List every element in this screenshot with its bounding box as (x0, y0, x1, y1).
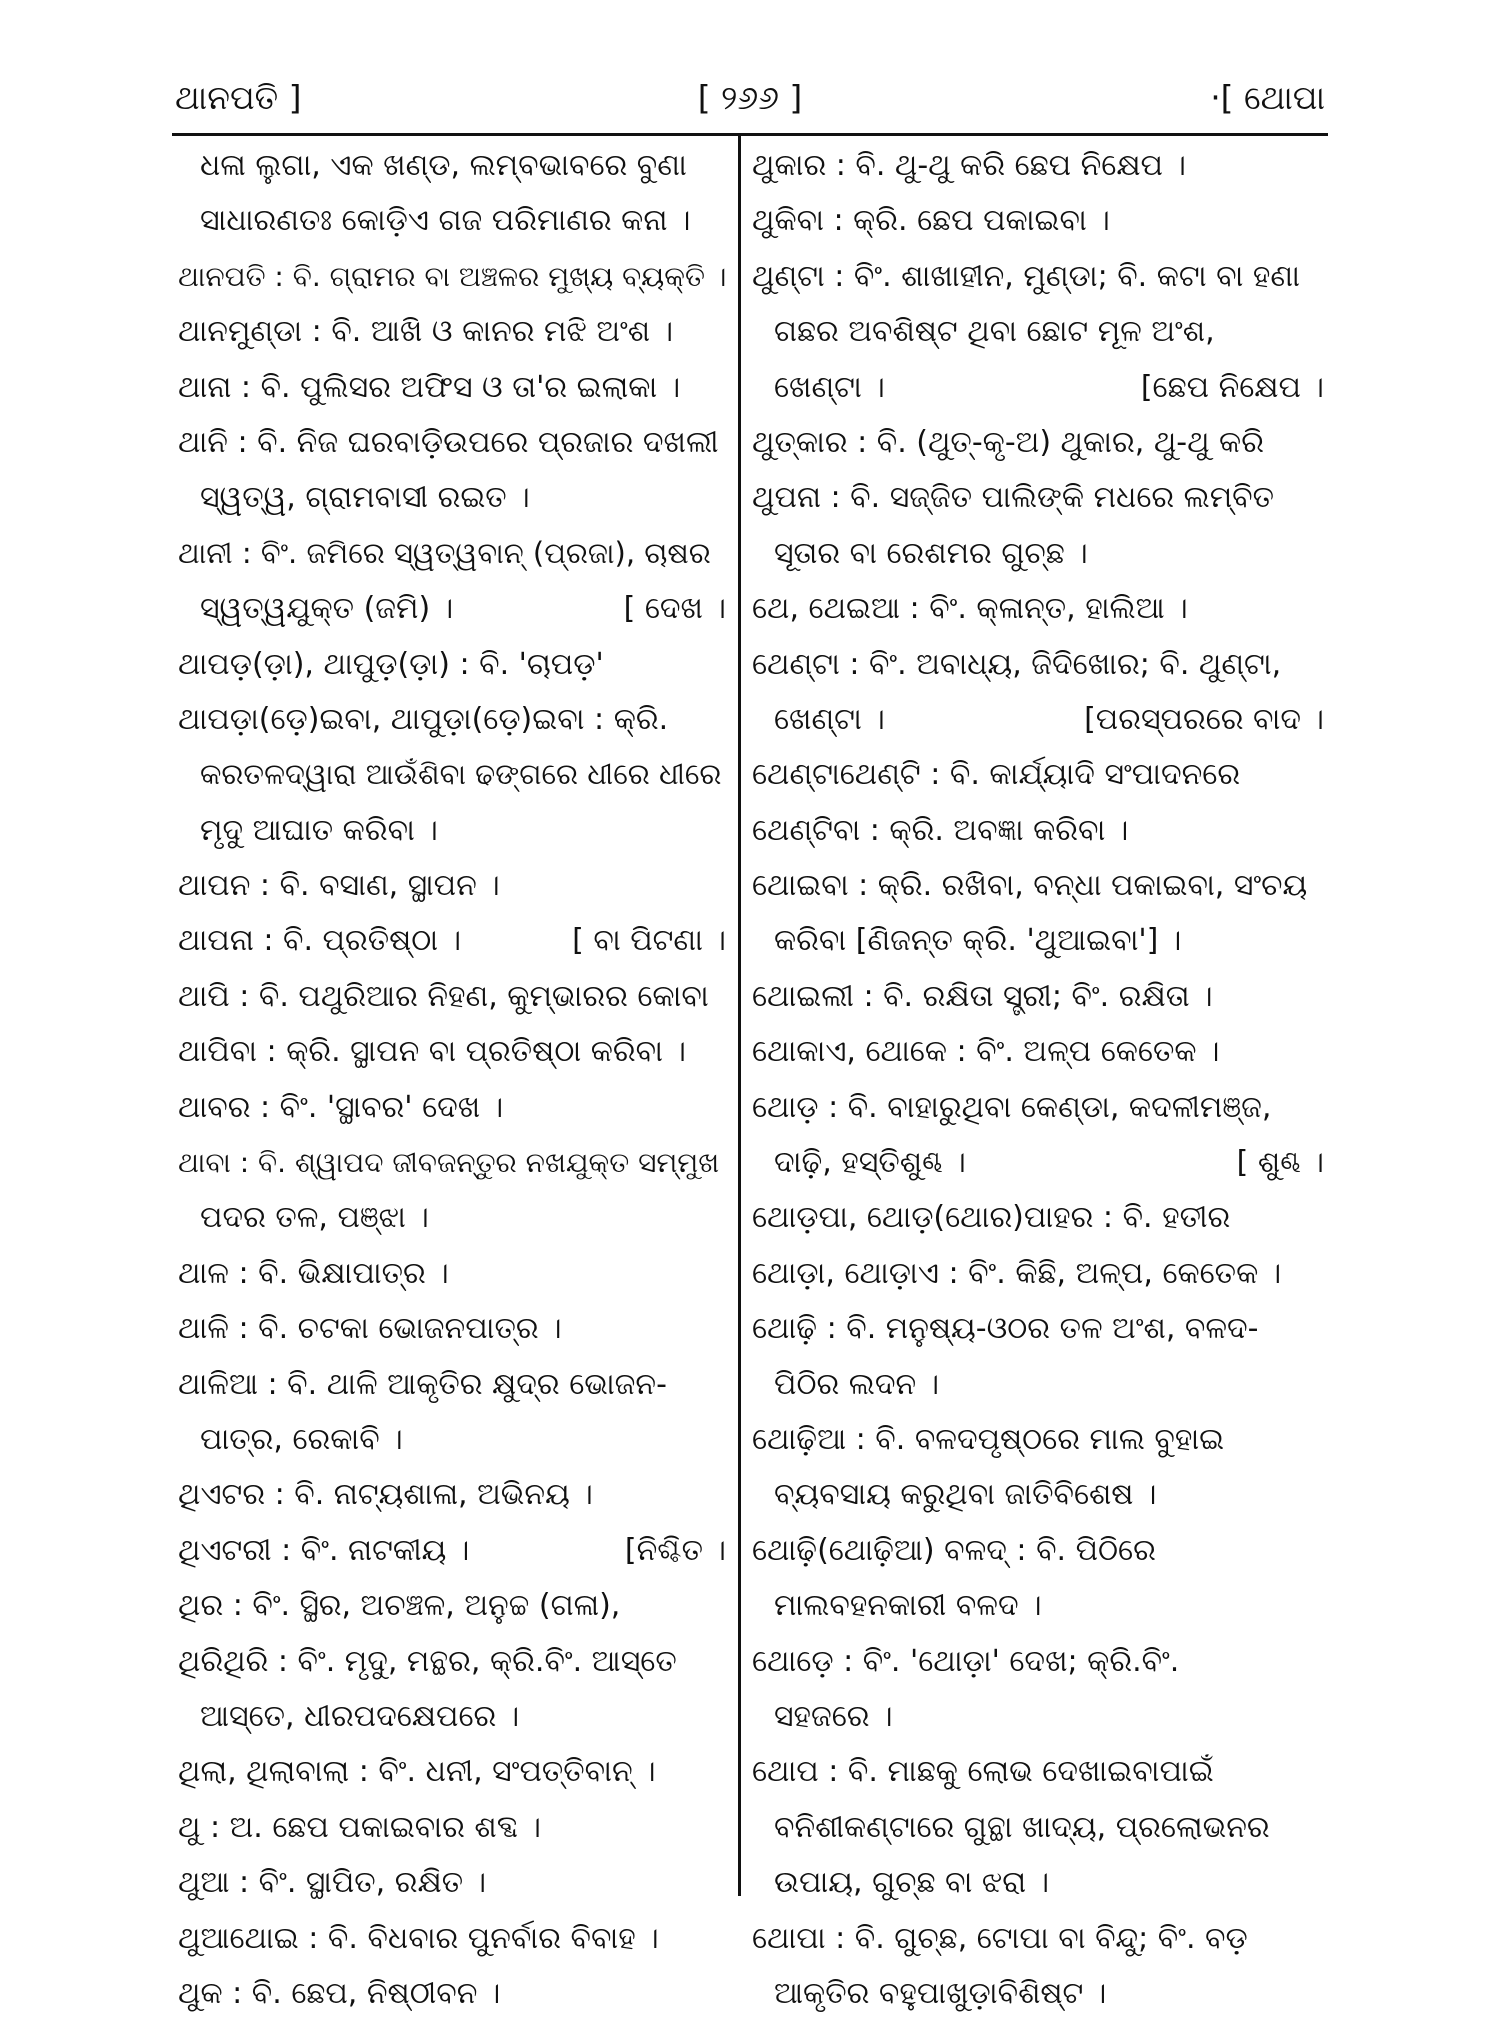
dictionary-line (178, 138, 726, 193)
header-left-guideword: ଥାନପତି ] (175, 78, 302, 117)
dictionary-line (752, 304, 1324, 359)
entry-text: ଥୋପ : ବି. ମାଛକୁ ଲୋଭ ଦେଖାଇବାପାଇଁ (752, 1754, 1214, 1790)
entry-text: ଥାବର : ବିଂ. 'ସ୍ଥାବର' ଦେଖ । (178, 1089, 504, 1125)
entry-text: ଥୋକାଏ, ଥୋକେ : ବିଂ. ଅଳ୍ପ କେତେକ । (752, 1034, 1220, 1070)
dictionary-line (178, 1855, 726, 1910)
entry-text: ଥିଏଟର : ବି. ନାଟ୍ୟଶାଳା, ଅଭିନୟ । (178, 1477, 593, 1513)
entry-text: ଥୋଡ଼ପା, ଥୋଡ଼(ଥୋର)ପାହର : ବି. ହତୀର (752, 1200, 1231, 1236)
dictionary-line (752, 969, 1324, 1024)
entry-text: ଥିରିଥିରି : ବିଂ. ମୃଦୁ, ମନ୍ଥର, କ୍ରି.ବିଂ. ଆସ୍ତେ (178, 1643, 677, 1679)
entry-text: ଥାଳ : ବି. ଭିକ୍ଷାପାତ୍ର । (178, 1255, 449, 1291)
entry-text: ଥୁଣ୍ଟା : ବିଂ. ଶାଖାହୀନ, ମୁଣ୍ଡା; ବି. କଟା ବା ହଣା (752, 258, 1300, 294)
dictionary-line (178, 1412, 726, 1467)
entry-text: ଥାପନା : ବି. ପ୍ରତିଷ୍ଠା । (178, 923, 462, 959)
dictionary-line (752, 249, 1324, 304)
dictionary-line (752, 1578, 1324, 1633)
entry-text: ଧଳା ଲୁଗା, ଏକ ଖଣ୍ଡ, ଲମ୍ବଭାବରେ ବୁଣା (200, 148, 687, 183)
entry-text: ଥାନୀ : ବିଂ. ଜମିରେ ସ୍ୱତ୍ୱବାନ୍ (ପ୍ରଜା), ଚାଷର (178, 535, 711, 570)
dictionary-line (178, 1744, 726, 1799)
entry-text: ଥାବା : ବି. ଶ୍ୱାପଦ ଜୀବଜନ୍ତୁର ନଖଯୁକ୍ତ ସମ୍ମୁଖ (178, 1146, 720, 1180)
dictionary-line (752, 1523, 1324, 1578)
entry-text: ସୂତାର ବା ରେଶମର ଗୁଚ୍ଛ । (774, 535, 1088, 571)
entry-text: ଥାପନ : ବି. ବସାଣ, ସ୍ଥାପନ । (178, 868, 500, 904)
entry-text: କରିବା [ଣିଜନ୍ତ କ୍ରି. 'ଥୁଆଇବା'] । (774, 923, 1182, 959)
dictionary-line (178, 304, 726, 359)
dictionary-line (752, 1301, 1324, 1356)
entry-text: ଥୋଡ଼ା, ଥୋଡ଼ାଏ : ବିଂ. କିଛି, ଅଳ୍ପ, କେତେକ । (752, 1255, 1282, 1291)
entry-text: ଥାନପତି : ବି. ଗ୍ରାମର ବା ଅଞ୍ଚଳର ମୁଖ୍ୟ ବ୍ୟକ୍ତି । (178, 259, 726, 293)
dictionary-line (178, 526, 726, 581)
entry-text: ସହଜରେ । (774, 1698, 893, 1734)
entry-text: ଖେଣ୍ଟା । (774, 701, 885, 737)
entry-text: ପାତ୍ର, ରେକାବି । (200, 1421, 403, 1457)
dictionary-line (752, 858, 1324, 913)
entry-text: ଥୁକିବା : କ୍ରି. ଛେପ ପକାଇବା । (752, 203, 1110, 239)
dictionary-line (178, 1911, 726, 1966)
entry-text: ଥୋଡ଼େ : ବିଂ. 'ଥୋଡ଼ା' ଦେଖ; କ୍ରି.ବିଂ. (752, 1643, 1180, 1679)
catchword-continuation: [ ଶୁଣ୍ଢ । (1236, 1145, 1324, 1181)
entry-text: କରତଳଦ୍ୱାରା ଆଉଁଶିବା ଢଙ୍ଗରେ ଧୀରେ ଧୀରେ (200, 757, 722, 792)
dictionary-line (752, 1966, 1324, 2021)
dictionary-line (178, 1578, 726, 1633)
left-column (178, 138, 726, 2021)
dictionary-line (178, 1190, 726, 1245)
dictionary-line (178, 1080, 726, 1135)
dictionary-line (178, 1301, 726, 1356)
dictionary-line (752, 692, 1324, 747)
dictionary-line (178, 193, 726, 248)
dictionary-line (752, 1190, 1324, 1245)
entry-text: ଥାପଡ଼(ଡ଼ା), ଥାପୁଡ଼(ଡ଼ା) : ବି. 'ଚାପଡ଼' (178, 646, 604, 682)
entry-text: ସ୍ୱତ୍ୱ, ଗ୍ରାମବାସୀ ରଇତ । (200, 480, 530, 516)
dictionary-line (178, 1800, 726, 1855)
entry-text: ଥେଣ୍ଟା : ବିଂ. ଅବାଧ୍ୟ, ଜିଦିଖୋର; ବି. ଥୁଣ୍ଟା, (752, 646, 1282, 682)
entry-text: ପିଠିର ଲଦନ । (774, 1366, 940, 1402)
dictionary-line (178, 913, 726, 968)
entry-text: ଥାଳିଆ : ବି. ଥାଳି ଆକୃତିର କ୍ଷୁଦ୍ର ଭୋଜନ- (178, 1366, 667, 1402)
dictionary-line (178, 1135, 726, 1190)
entry-text: ସାଧାରଣତଃ କୋଡ଼ିଏ ଗଜ ପରିମାଣର କନା । (200, 203, 691, 239)
dictionary-line (752, 1246, 1324, 1301)
dictionary-line (752, 1467, 1324, 1522)
catchword-continuation: [ଛେପ ନିକ୍ଷେପ । (1140, 369, 1324, 405)
entry-text: ଥୁ : ଅ. ଛେପ ପକାଇବାର ଶବ୍ଦ । (178, 1809, 541, 1845)
entry-text: ଥୋଇବା : କ୍ରି. ରଖିବା, ବନ୍ଧା ପକାଇବା, ସଂଚୟ (752, 868, 1308, 904)
entry-text: ଥୋଢ଼ି(ଥୋଢ଼ିଆ) ବଳଦ୍ : ବି. ପିଠିରେ (752, 1532, 1156, 1568)
entry-text: ଆକୃତିର ବହୁପାଖୁଡ଼ାବିଶିଷ୍ଟ । (774, 1975, 1107, 2011)
dictionary-line (178, 1357, 726, 1412)
dictionary-line (178, 1634, 726, 1689)
entry-text: ଥାନି : ବି. ନିଜ ଘରବାଡ଼ିଉପରେ ପ୍ରଜାର ଦଖଲୀ (178, 424, 719, 460)
entry-text: ଥେ, ଥେଇଆ : ବିଂ. କ୍ଳାନ୍ତ, ହାଲିଆ । (752, 591, 1188, 627)
entry-text: ଥିଏଟରୀ : ବିଂ. ନାଟକୀୟ । (178, 1532, 470, 1568)
dictionary-line (752, 193, 1324, 248)
dictionary-line (752, 913, 1324, 968)
entry-text: ଥାନା : ବି. ପୁଲିସର ଅଫିସ ଓ ତା'ର ଇଲାକା । (178, 369, 681, 405)
entry-text: ଥୋଢ଼ିଆ : ବି. ବଳଦପୃଷ୍ଠରେ ମାଲ ବୁହାଇ (752, 1421, 1225, 1457)
entry-text: ଥୁଆ : ବିଂ. ସ୍ଥାପିତ, ରକ୍ଷିତ । (178, 1865, 487, 1901)
entry-text: ବନିଶୀକଣ୍ଟାରେ ଗୁନ୍ଥା ଖାଦ୍ୟ, ପ୍ରଲୋଭନର (774, 1809, 1270, 1845)
dictionary-line (178, 1966, 726, 2021)
entry-text: ଥାପି : ବି. ପଥୁରିଆର ନିହଣ, କୁମ୍ଭାରର କୋବା (178, 978, 709, 1014)
dictionary-line (752, 1744, 1324, 1799)
catchword-continuation: [ନିଶ୍ଚିତ । (624, 1532, 726, 1568)
dictionary-line (752, 747, 1324, 802)
right-column (752, 138, 1324, 2021)
dictionary-line (178, 858, 726, 913)
dictionary-line (752, 1412, 1324, 1467)
entry-text: ଉପାୟ, ଗୁଚ୍ଛ ବା ଝରା । (774, 1865, 1050, 1901)
dictionary-line (178, 360, 726, 415)
entry-text: ଥେଣ୍ଟିବା : କ୍ରି. ଅବଜ୍ଞା କରିବା । (752, 812, 1129, 848)
dictionary-line (178, 692, 726, 747)
dictionary-line (752, 1911, 1324, 1966)
entry-text: ଆସ୍ତେ, ଧୀରପଦକ୍ଷେପରେ । (200, 1698, 520, 1734)
dictionary-line (178, 1467, 726, 1522)
entry-text: ଥୋପା : ବି. ଗୁଚ୍ଛ, ଟୋପା ବା ବିନ୍ଦୁ; ବିଂ. ବଡ଼ (752, 1920, 1248, 1956)
dictionary-line (752, 1634, 1324, 1689)
dictionary-line (752, 637, 1324, 692)
entry-text: ଥୁପନା : ବି. ସଜ୍ଜିତ ପାଲିଙ୍କି ମଧରେ ଲମ୍ବିତ (752, 480, 1275, 516)
catchword-continuation: [ପରସ୍ପରରେ ବାଦ । (1084, 701, 1324, 737)
catchword-continuation: [ ବା ପିଟଣା । (572, 923, 726, 959)
entry-text: ଥିର : ବିଂ. ସ୍ଥିର, ଅଚଞ୍ଚଳ, ଅନୁଚ୍ଚ (ଗଳା), (178, 1588, 621, 1624)
entry-text: ଥୋଢ଼ି : ବି. ମନୁଷ୍ୟ-ଓଠର ତଳ ଅଂଶ, ବଳଦ- (752, 1311, 1259, 1347)
entry-text: ଦାଢ଼ି, ହସ୍ତିଶୁଣ୍ଢ । (774, 1145, 966, 1181)
dictionary-line (178, 1523, 726, 1578)
entry-text: ଥାପଡ଼ା(ଡ଼େ)ଇବା, ଥାପୁଡ଼ା(ଡ଼େ)ଇବା : କ୍ରି. (178, 701, 669, 737)
column-divider (738, 136, 741, 1896)
entry-text: ଥେଣ୍ଟାଥେଣ୍ଟି : ବି. କାର୍ଯ୍ୟାଦି ସଂପାଦନରେ (752, 757, 1241, 793)
entry-text: ମୃଦୁ ଆଘାତ କରିବା । (200, 812, 438, 848)
dictionary-line (752, 1080, 1324, 1135)
dictionary-line (178, 1024, 726, 1079)
entry-text: ଖେଣ୍ଟା । (774, 369, 885, 405)
entry-text: ଥୋଡ଼ : ବି. ବାହାରୁଥିବା କେଣ୍ଡା, କଦଳୀମଞ୍ଜ, (752, 1089, 1272, 1125)
entry-text: ଥୋଇଲୀ : ବି. ରକ୍ଷିତା ସ୍ତ୍ରୀ; ବିଂ. ରକ୍ଷିତା । (752, 978, 1213, 1014)
header-right-guideword: ·[ ଥୋପା (1210, 78, 1325, 117)
dictionary-line (178, 581, 726, 636)
dictionary-line (178, 470, 726, 525)
entry-text: ଥୁଆଥୋଇ : ବି. ବିଧବାର ପୁନର୍ବାର ବିବାହ । (178, 1920, 659, 1956)
dictionary-line (178, 637, 726, 692)
entry-text: ପଦର ତଳ, ପଞ୍ଝା । (200, 1200, 429, 1236)
dictionary-line (752, 470, 1324, 525)
page-header (175, 78, 1325, 128)
entry-text: ଗଛର ଅବଶିଷ୍ଟ ଥିବା ଛୋଟ ମୂଳ ଅଂଶ, (774, 314, 1215, 350)
dictionary-line (752, 1800, 1324, 1855)
entry-text: ବ୍ୟବସାୟ କରୁଥିବା ଜାତିବିଶେଷ । (774, 1477, 1157, 1513)
entry-text: ଥୁକ : ବି. ଛେପ, ନିଷ୍ଠୀବନ । (178, 1975, 501, 2011)
dictionary-line (178, 1689, 726, 1744)
dictionary-line (178, 415, 726, 470)
page-number: [ ୨୬୬ ] (697, 78, 803, 117)
dictionary-line (178, 803, 726, 858)
entry-text: ସ୍ୱତ୍ୱଯୁକ୍ତ (ଜମି) । (200, 591, 454, 627)
dictionary-line (752, 526, 1324, 581)
entry-text: ଥାନମୁଣ୍ଡା : ବି. ଆଖି ଓ କାନର ମଝି ଅଂଶ । (178, 314, 674, 350)
entry-text: ଥାପିବା : କ୍ରି. ସ୍ଥାପନ ବା ପ୍ରତିଷ୍ଠା କରିବା । (178, 1034, 686, 1070)
dictionary-line (752, 1024, 1324, 1079)
catchword-continuation: [ ଦେଖ । (623, 591, 726, 627)
dictionary-line (752, 1855, 1324, 1910)
entry-text: ଥିଲା, ଥିଲାବାଲା : ବିଂ. ଧନୀ, ସଂପତ୍ତିବାନ୍ । (178, 1754, 656, 1790)
dictionary-line (752, 1357, 1324, 1412)
dictionary-line (752, 803, 1324, 858)
dictionary-line (752, 415, 1324, 470)
dictionary-line (752, 360, 1324, 415)
entry-text: ମାଲବହନକାରୀ ବଳଦ । (774, 1588, 1042, 1624)
dictionary-line (178, 249, 726, 304)
dictionary-line (178, 1246, 726, 1301)
entry-text: ଥୁକାର : ବି. ଥୁ-ଥୁ କରି ଛେପ ନିକ୍ଷେପ । (752, 148, 1187, 183)
dictionary-line (752, 1135, 1324, 1190)
entry-text: ଥୁତ୍କାର : ବି. (ଥୁତ୍-କୃ-ଅ) ଥୁକାର, ଥୁ-ଥୁ କରି (752, 424, 1264, 460)
dictionary-line (178, 969, 726, 1024)
dictionary-line (752, 1689, 1324, 1744)
entry-text: ଥାଳି : ବି. ଚଟକା ଭୋଜନପାତ୍ର । (178, 1311, 562, 1347)
header-rule (172, 133, 1328, 136)
dictionary-line (752, 138, 1324, 193)
dictionary-line (752, 581, 1324, 636)
dictionary-line (178, 747, 726, 802)
